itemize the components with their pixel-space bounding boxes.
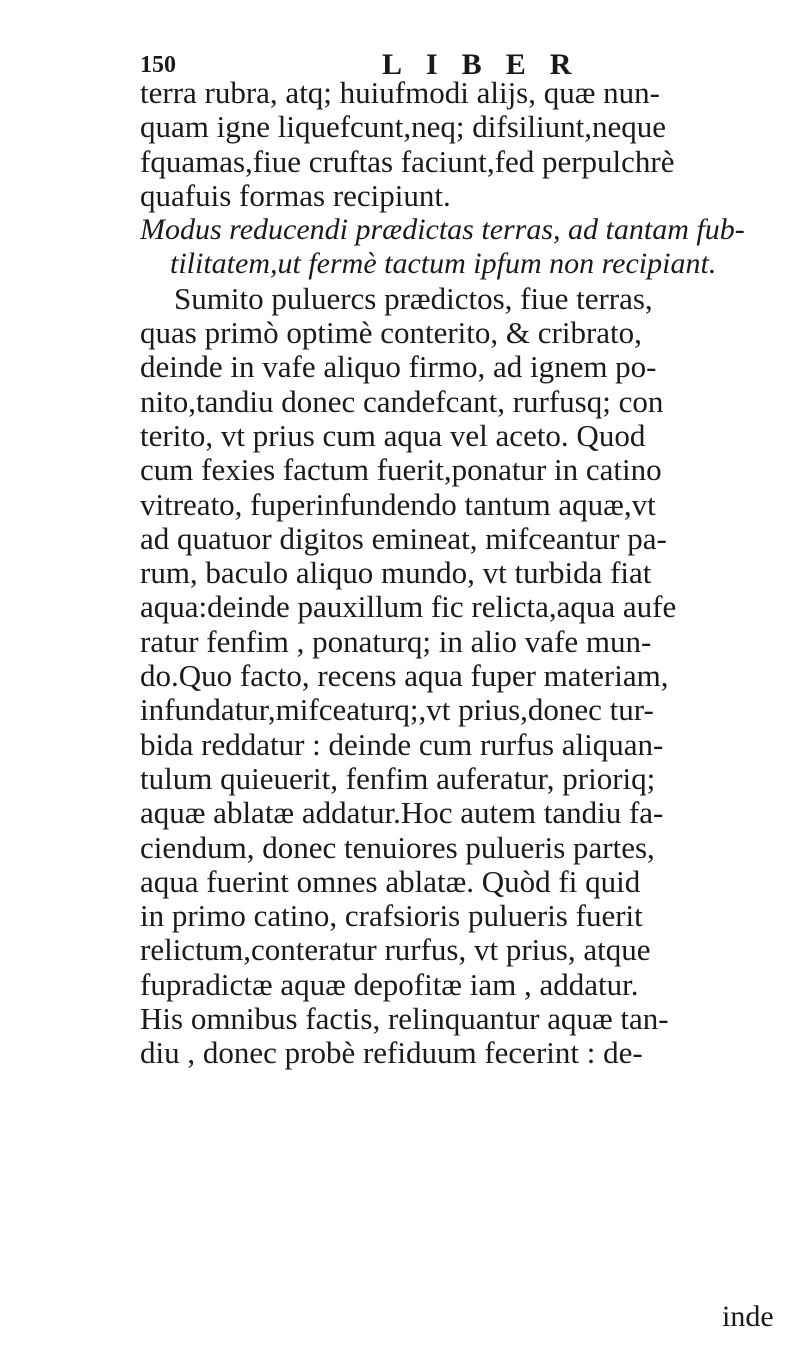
- text-line: quam igne liquefcunt,neq; difsiliunt,neque: [140, 110, 667, 145]
- text-line: rum, baculo aliquo mundo, vt turbida fiat: [140, 556, 652, 591]
- text-line: terra rubra, atq; huiufmodi alijs, quæ nun-: [140, 76, 660, 110]
- text-line: bida reddatur : deinde cum rurfus aliquan-: [140, 727, 664, 762]
- text-line: ad quatuor digitos emineat, mifceantur pa-: [140, 521, 667, 556]
- text-line: Sumito puluercs prædictos, fiue terras,: [174, 281, 653, 316]
- text-line: in primo catino, crafsioris pulueris fuerit: [140, 899, 643, 934]
- text-line: diu , donec probè refiduum fecerint : de-: [140, 1036, 643, 1071]
- text-line: cum fexies factum fuerit,ponatur in catino: [140, 453, 662, 488]
- text-line: tulum quieuerit, fenfim auferatur, prioriq;: [140, 761, 656, 796]
- text-line: relictum,conteratur rurfus, vt prius, atque: [140, 933, 651, 968]
- text-line: ratur fenfim , ponaturq; in alio vafe mun-: [140, 624, 652, 659]
- text-line: His omnibus factis, relinquantur aquæ tan-: [140, 1002, 669, 1037]
- text-line: infundatur,mifceaturq;,vt prius,donec tur-: [140, 693, 654, 728]
- text-line: aqua:deinde pauxillum fic relicta,aqua aufe: [140, 590, 677, 625]
- text-line: fquamas,fiue cruftas faciunt,fed perpulchrè: [140, 144, 675, 179]
- text-line: nito,tandiu donec candefcant, rurfusq; con: [140, 384, 664, 419]
- text-line: aquæ ablatæ addatur.Hoc autem tandiu fa-: [140, 796, 664, 831]
- text-line: quas primò optimè conterito, & cribrato,: [140, 316, 642, 351]
- text-line: ciendum, donec tenuiores pulueris partes,: [140, 830, 655, 865]
- body-text: [140, 76, 792, 1071]
- section-heading: Modus reducendi prædictas terras, ad tantam fub-: [140, 213, 745, 247]
- running-head: LIBER: [382, 48, 596, 81]
- text-line: vitreato, fuperinfundendo tantum aquæ,vt: [140, 487, 656, 522]
- text-line: deinde in vafe aliquo firmo, ad ignem po-: [140, 350, 657, 385]
- section-heading: tilitatem,ut fermè tactum ipfum non recipiant.: [170, 247, 717, 281]
- text-line: aqua fuerint omnes ablatæ. Quòd fi quid: [140, 864, 641, 899]
- text-line: terito, vt prius cum aqua vel aceto. Quod: [140, 418, 646, 453]
- text-line: quafuis formas recipiunt.: [140, 178, 451, 213]
- text-line: do.Quo facto, recens aqua fuper materiam,: [140, 659, 669, 694]
- text-line: fupradictæ aquæ depofitæ iam , addatur.: [140, 967, 639, 1002]
- page-number: 150: [140, 52, 176, 78]
- catchword: inde: [722, 1300, 774, 1333]
